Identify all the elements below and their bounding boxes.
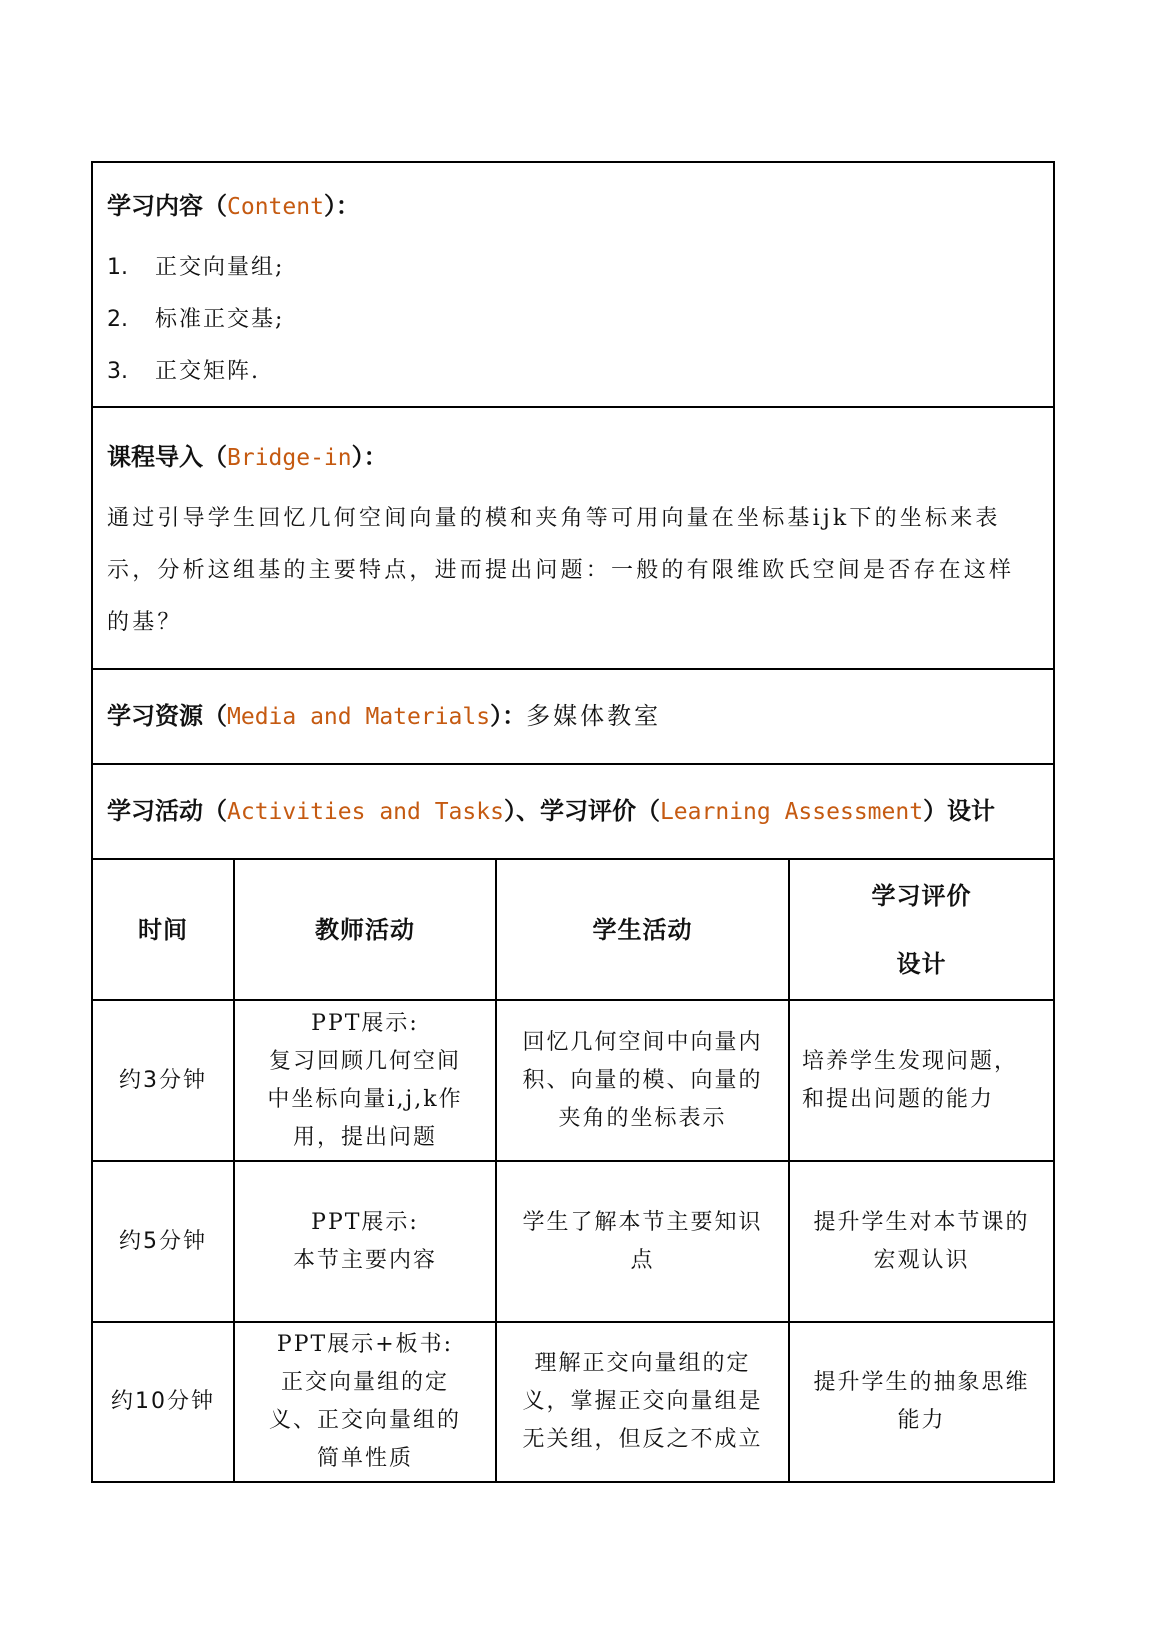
media-heading-cn: 学习资源（ xyxy=(107,702,227,730)
cell-line: 夹角的坐标表示 xyxy=(558,1105,727,1131)
cell-line: 提升学生对本节课的 xyxy=(813,1209,1030,1235)
cell-line: PPT展示: xyxy=(311,1010,419,1036)
list-item xyxy=(107,346,1039,398)
media-heading-close: ）： xyxy=(490,702,527,730)
content-heading-close: ）： xyxy=(323,192,360,220)
cell-line: 提升学生的抽象思维 xyxy=(813,1370,1030,1395)
bridge-heading xyxy=(107,440,1039,475)
cell-teacher-activity xyxy=(234,1161,496,1322)
bridge-heading-close: ）： xyxy=(351,443,388,471)
cell-time: 约3分钟 xyxy=(93,1000,234,1161)
list-item-number: 1. xyxy=(107,255,128,280)
activities-heading-cn: 学习活动（ xyxy=(107,797,227,825)
bridge-heading-en: Bridge-in xyxy=(227,445,352,471)
cell-line: 积、向量的模、向量的 xyxy=(522,1067,763,1093)
cell-teacher-activity xyxy=(234,1322,496,1481)
table-row xyxy=(93,1000,1053,1161)
assessment-heading-cn: ）、学习评价（ xyxy=(503,797,660,825)
header-assessment-line: 设计 xyxy=(896,949,947,978)
list-item-number: 3. xyxy=(107,359,128,384)
list-item-text: 正交矩阵. xyxy=(155,359,260,384)
content-heading-en: Content xyxy=(227,194,324,220)
cell-line: 复习回顾几何空间 xyxy=(268,1048,461,1074)
cell-line: 义、正交向量组的 xyxy=(268,1408,461,1433)
table-header-row xyxy=(93,860,1053,1000)
bridge-paragraph: 通过引导学生回忆几何空间向量的模和夹角等可用向量在坐标基ijk下的坐标来表示，分析这组基的主要特点，进而提出问题：一般的有限维欧氏空间是否存在这样的基？ xyxy=(107,506,1015,635)
bridge-heading-cn: 课程导入（ xyxy=(107,443,227,471)
list-item xyxy=(107,294,1039,346)
cell-line: PPT展示+板书: xyxy=(276,1332,454,1357)
bridge-section xyxy=(93,408,1053,670)
cell-line: 点 xyxy=(630,1247,655,1273)
cell-line: 简单性质 xyxy=(316,1446,413,1471)
cell-line: 无关组，但反之不成立 xyxy=(522,1427,763,1452)
cell-line: 义，掌握正交向量组是 xyxy=(522,1389,763,1414)
cell-line: 培养学生发现问题， xyxy=(802,1048,1019,1074)
table-row xyxy=(93,1322,1053,1481)
cell-assessment xyxy=(789,1161,1053,1322)
list-item xyxy=(107,242,1039,294)
cell-student-activity xyxy=(496,1000,789,1161)
header-teacher-activity: 教师活动 xyxy=(234,860,496,1000)
header-assessment-line: 学习评价 xyxy=(871,881,972,910)
media-section xyxy=(93,670,1053,765)
assessment-heading-en: Learning Assessment xyxy=(659,799,924,825)
media-heading xyxy=(107,699,661,734)
table-row xyxy=(93,1161,1053,1322)
activities-section xyxy=(93,765,1053,860)
activities-heading-en: Activities and Tasks xyxy=(227,799,504,825)
content-heading xyxy=(107,189,1039,224)
cell-line: PPT展示: xyxy=(311,1209,419,1235)
content-section xyxy=(93,163,1053,408)
activities-table xyxy=(93,860,1053,1481)
activities-heading-close: ）设计 xyxy=(923,797,996,825)
cell-student-activity xyxy=(496,1322,789,1481)
cell-line: 中坐标向量i,j,k作 xyxy=(267,1086,463,1112)
lesson-plan-sheet xyxy=(91,161,1055,1483)
cell-time: 约5分钟 xyxy=(93,1161,234,1322)
cell-line: 学生了解本节主要知识 xyxy=(522,1209,763,1235)
cell-assessment xyxy=(789,1322,1053,1481)
cell-line: 回忆几何空间中向量内 xyxy=(522,1029,763,1055)
cell-line: 用，提出问题 xyxy=(292,1124,437,1150)
header-student-activity: 学生活动 xyxy=(496,860,789,1000)
cell-assessment xyxy=(789,1000,1053,1161)
cell-teacher-activity xyxy=(234,1000,496,1161)
header-time: 时间 xyxy=(93,860,234,1000)
list-item-text: 标准正交基; xyxy=(155,307,285,332)
cell-time: 约10分钟 xyxy=(93,1322,234,1481)
list-item-text: 正交向量组; xyxy=(155,255,285,280)
list-item-number: 2. xyxy=(107,307,128,332)
cell-line: 正交向量组的定 xyxy=(280,1370,449,1395)
cell-line: 宏观认识 xyxy=(873,1247,970,1273)
content-list xyxy=(107,242,1039,398)
cell-line: 能力 xyxy=(897,1408,946,1433)
cell-line: 和提出问题的能力 xyxy=(802,1086,995,1112)
header-assessment xyxy=(789,860,1053,1000)
content-heading-cn: 学习内容（ xyxy=(107,192,227,220)
cell-line: 本节主要内容 xyxy=(292,1247,437,1273)
cell-student-activity xyxy=(496,1161,789,1322)
activities-heading xyxy=(107,794,995,829)
media-heading-en: Media and Materials xyxy=(227,704,491,730)
cell-line: 理解正交向量组的定 xyxy=(534,1351,751,1376)
media-value: 多媒体教室 xyxy=(526,702,662,730)
